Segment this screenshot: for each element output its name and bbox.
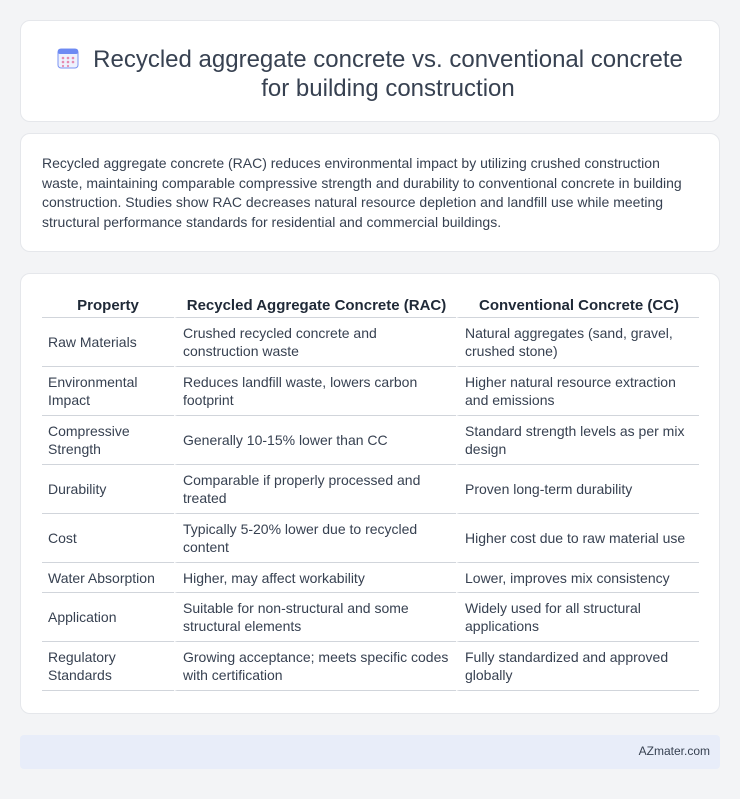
comparison-table	[42, 294, 699, 691]
cell-cc: Higher natural resource extraction and emissions	[456, 367, 699, 416]
cell-rac: Comparable if properly processed and treated	[174, 465, 456, 514]
table-row	[42, 367, 699, 416]
summary-card	[20, 133, 720, 252]
cell-property: Durability	[42, 465, 174, 514]
table-header-row	[42, 294, 699, 318]
cell-property: Raw Materials	[42, 318, 174, 367]
cell-cc: Higher cost due to raw material use	[456, 514, 699, 563]
cell-cc: Lower, improves mix consistency	[456, 563, 699, 593]
cell-rac: Suitable for non-structural and some structural elements	[174, 593, 456, 642]
cell-rac: Growing acceptance; meets specific codes with certification	[174, 642, 456, 691]
cell-rac: Crushed recycled concrete and construction waste	[174, 318, 456, 367]
table-row	[42, 593, 699, 642]
cell-rac: Reduces landfill waste, lowers carbon footprint	[174, 367, 456, 416]
cell-property: Application	[42, 593, 174, 642]
table-row	[42, 465, 699, 514]
cell-property: Environmental Impact	[42, 367, 174, 416]
cell-rac: Typically 5-20% lower due to recycled content	[174, 514, 456, 563]
cell-property: Compressive Strength	[42, 416, 174, 465]
cell-cc: Fully standardized and approved globally	[456, 642, 699, 691]
summary-text: Recycled aggregate concrete (RAC) reduces environmental impact by utilizing crushed construction waste, maintaining comparable compressive strength and durability to conventional concrete in building construction. Studies show RAC decreases natural resource depletion and landfill use while meeting structural performance standards for residential and commercial buildings.	[42, 155, 682, 230]
table-row	[42, 563, 699, 593]
footer-site-link[interactable]: AZmater.com	[638, 744, 710, 758]
cell-cc: Proven long-term durability	[456, 465, 699, 514]
table-row	[42, 416, 699, 465]
cell-property: Regulatory Standards	[42, 642, 174, 691]
table-row	[42, 318, 699, 367]
cell-cc: Standard strength levels as per mix design	[456, 416, 699, 465]
cell-property: Cost	[42, 514, 174, 563]
cell-property: Water Absorption	[42, 563, 174, 593]
cell-rac: Generally 10-15% lower than CC	[174, 416, 456, 465]
title-card	[20, 20, 720, 122]
table-row	[42, 642, 699, 691]
cell-rac: Higher, may affect workability	[174, 563, 456, 593]
header-cc: Conventional Concrete (CC)	[456, 294, 699, 318]
header-property: Property	[42, 294, 174, 318]
table-row	[42, 514, 699, 563]
cell-cc: Widely used for all structural applications	[456, 593, 699, 642]
footer-bar	[20, 735, 720, 769]
page-title: Recycled aggregate concrete vs. conventional concrete for building construction	[93, 46, 683, 102]
header-rac: Recycled Aggregate Concrete (RAC)	[174, 294, 456, 318]
comparison-table-card	[20, 273, 720, 714]
cell-cc: Natural aggregates (sand, gravel, crushed stone)	[456, 318, 699, 367]
